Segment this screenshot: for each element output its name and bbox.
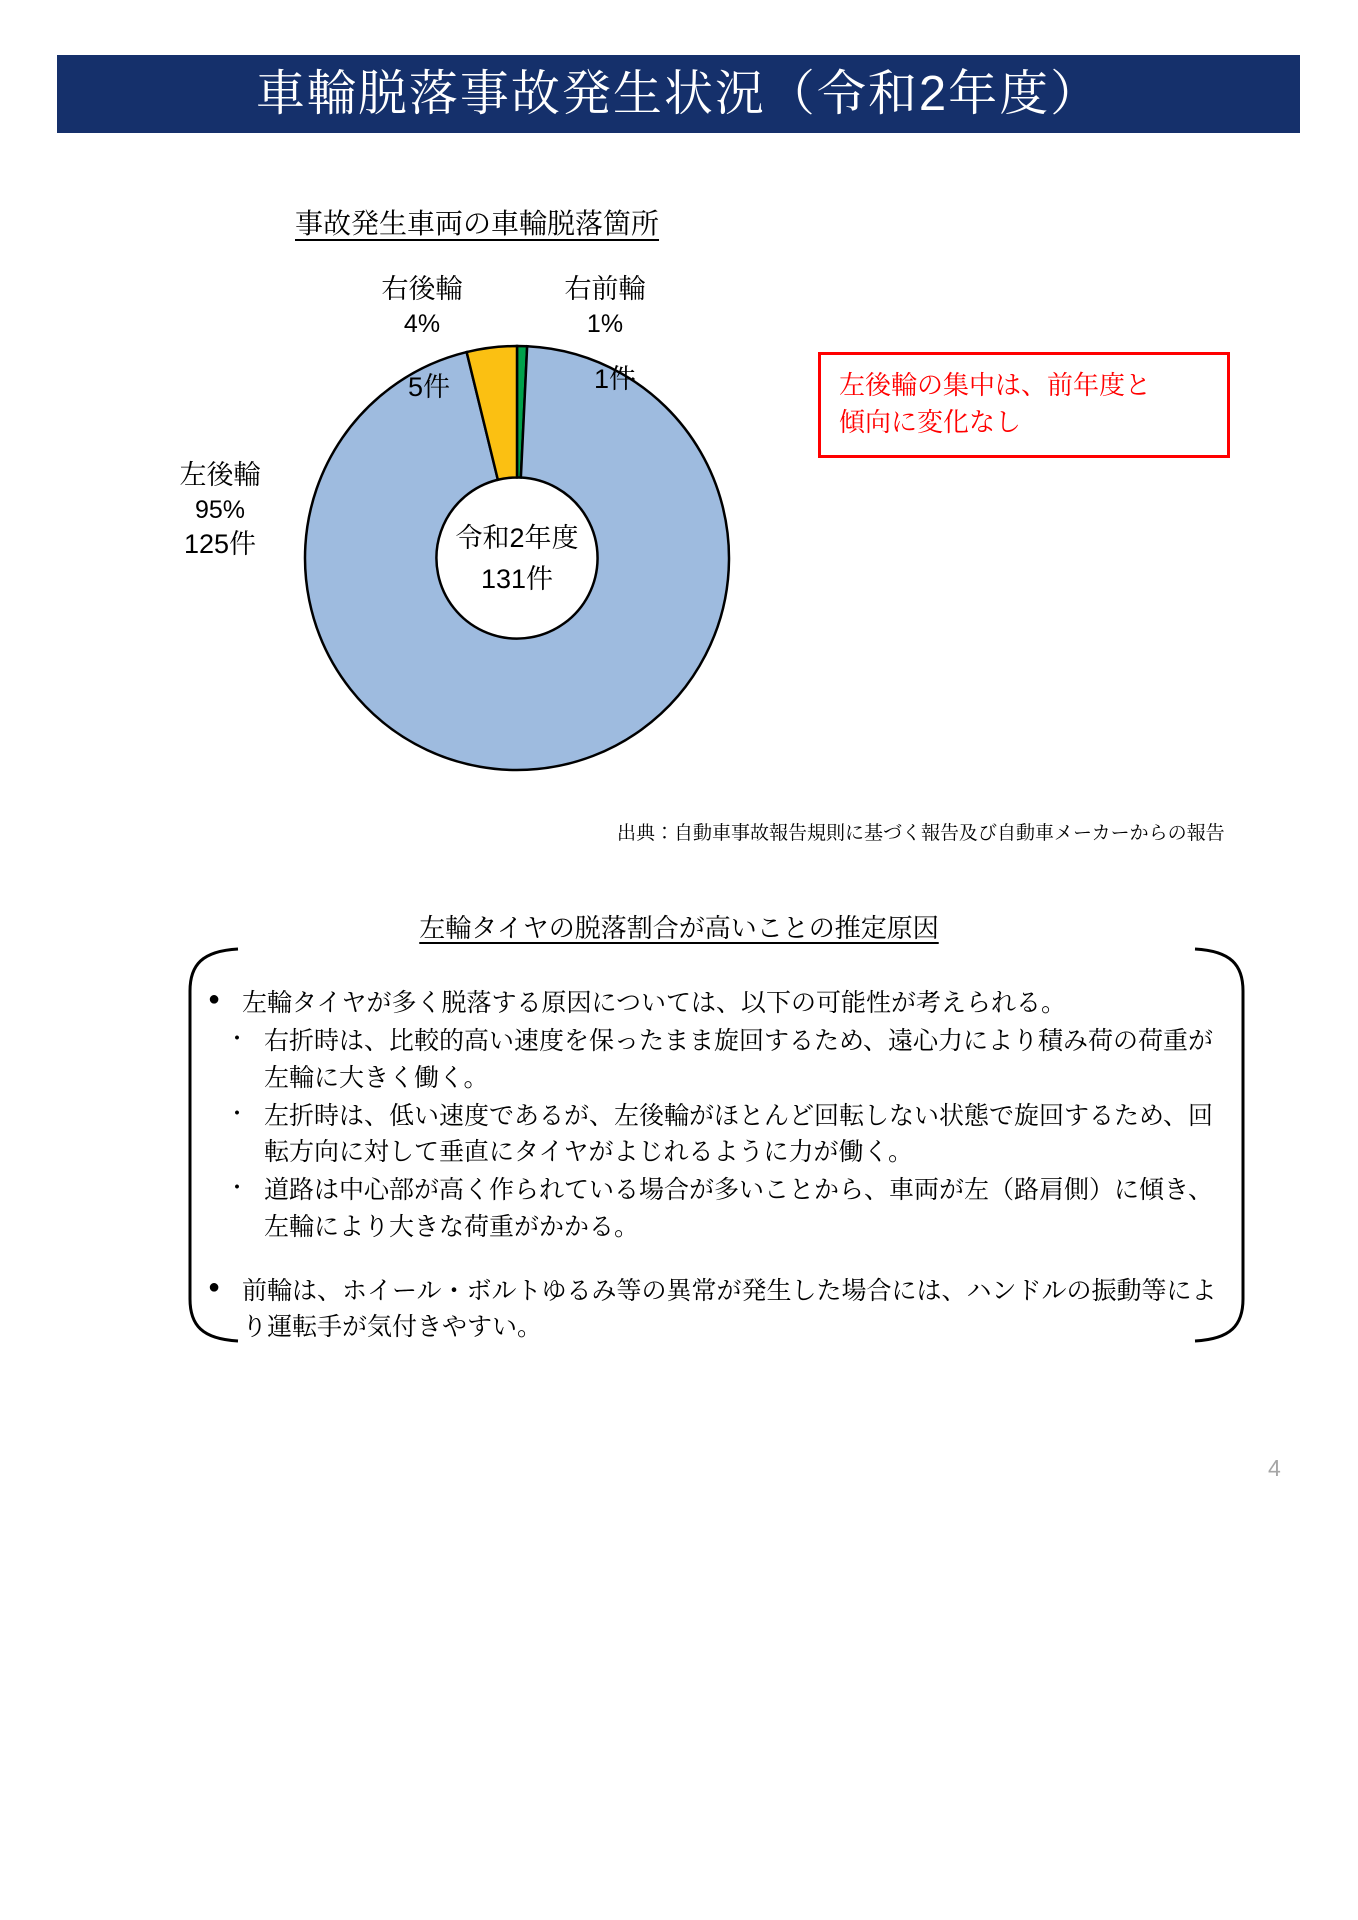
red-callout-box	[818, 352, 1230, 458]
pie-label-right-front-name: 右前輪	[564, 274, 646, 304]
pie-label-right-front	[545, 272, 665, 341]
red-callout-line-1: 左後輪の集中は、前年度と	[839, 370, 1152, 400]
chart-heading: 事故発生車両の車輪脱落箇所	[295, 208, 660, 239]
cause-list-spacer	[206, 1247, 1236, 1273]
cause-bullet-secondary: ・ 左折時は、低い速度であるが、左後輪がほとんど回転しない状態で旋回するため、回転方向に対して垂直にタイヤがよじれるように力が働く。	[206, 1098, 1236, 1171]
donut-center-count: 131件	[480, 564, 554, 594]
cause-list	[206, 985, 1236, 1347]
wheel-detachment-donut-chart	[295, 336, 739, 780]
red-callout-line-2: 傾向に変化なし	[839, 406, 1022, 437]
pie-label-right-front-percent: 1%	[586, 309, 624, 338]
pie-label-left-rear	[160, 458, 280, 562]
cause-bullet-primary: ● 前輪は、ホイール・ボルトゆるみ等の異常が発生した場合には、ハンドルの振動等により運転手が気付きやすい。	[206, 1273, 1236, 1346]
pie-label-right-rear-name: 右後輪	[381, 274, 463, 304]
source-note: 出典：自動車事故報告規則に基づく報告及び自動車メーカーからの報告	[617, 823, 1225, 844]
pie-label-right-rear-percent: 4%	[403, 309, 441, 338]
title-banner	[57, 55, 1300, 133]
pie-label-left-rear-count: 125件	[183, 528, 257, 559]
cause-bullet-secondary: ・ 道路は中心部が高く作られている場合が多いことから、車両が左（路肩側）に傾き、左輪により大きな荷重がかかる。	[206, 1172, 1236, 1245]
cause-section-brace-box	[178, 945, 1255, 1345]
pie-label-left-rear-name: 左後輪	[179, 460, 261, 490]
pie-label-left-rear-percent: 95%	[194, 495, 246, 524]
pie-label-right-rear-count: 5件	[408, 372, 451, 402]
pie-label-right-rear	[362, 272, 482, 341]
page-number: 4	[1268, 1455, 1281, 1481]
cause-bullet-primary: ● 左輪タイヤが多く脱落する原因については、以下の可能性が考えられる。	[206, 985, 1236, 1021]
page-title: 車輪脱落事故発生状況（令和2年度）	[255, 66, 1102, 121]
pie-label-right-front-count: 1件	[594, 364, 637, 394]
cause-bullet-secondary: ・ 右折時は、比較的高い速度を保ったまま旋回するため、遠心力により積み荷の荷重が左輪に大きく働く。	[206, 1023, 1236, 1096]
donut-center-era: 令和2年度	[455, 523, 579, 553]
cause-section-heading: 左輪タイヤの脱落割合が高いことの推定原因	[419, 913, 939, 943]
